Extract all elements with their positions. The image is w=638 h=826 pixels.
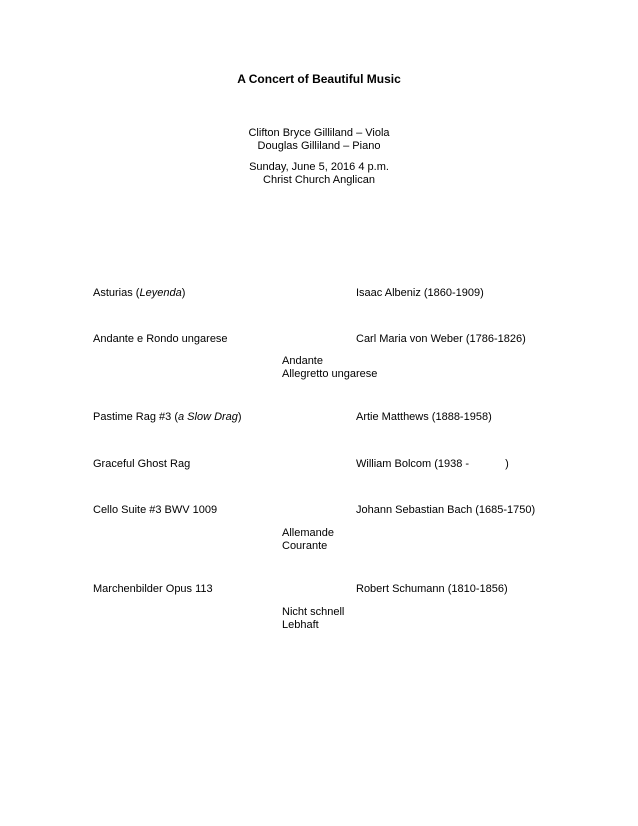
piece-title-cello-suite: Cello Suite #3 BWV 1009 xyxy=(93,504,218,516)
concert-title: A Concert of Beautiful Music xyxy=(237,72,401,86)
movement: Andante xyxy=(282,355,323,367)
composer-bolcom: William Bolcom (1938 - ) xyxy=(356,458,509,470)
composer-matthews: Artie Matthews (1888-1958) xyxy=(356,411,492,423)
piece-subtitle: a Slow Drag xyxy=(178,411,238,423)
composer-weber: Carl Maria von Weber (1786-1826) xyxy=(356,333,526,345)
composer-schumann: Robert Schumann (1810-1856) xyxy=(356,583,508,595)
movement: Lebhaft xyxy=(282,619,319,631)
movement: Courante xyxy=(282,540,328,552)
composer-albeniz: Isaac Albeniz (1860-1909) xyxy=(356,287,484,299)
piece-subtitle: Leyenda xyxy=(139,287,182,299)
movement: Allemande xyxy=(282,527,334,539)
event-date-time: Sunday, June 5, 2016 4 p.m. xyxy=(249,161,389,173)
composer-bach: Johann Sebastian Bach (1685-1750) xyxy=(356,504,536,516)
movement: Nicht schnell xyxy=(282,606,345,618)
piece-title-andante-rondo: Andante e Rondo ungarese xyxy=(93,333,228,345)
performer-viola: Clifton Bryce Gilliland – Viola xyxy=(248,127,390,139)
piece-title-graceful-ghost: Graceful Ghost Rag xyxy=(93,458,191,470)
movement: Allegretto ungarese xyxy=(282,368,378,380)
event-venue: Christ Church Anglican xyxy=(263,174,375,186)
piece-title-marchenbilder: Marchenbilder Opus 113 xyxy=(93,583,213,595)
performer-piano: Douglas Gilliland – Piano xyxy=(257,140,381,152)
piece-title-asturias: Asturias (Leyenda) xyxy=(93,287,186,299)
piece-title-pastime-rag: Pastime Rag #3 (a Slow Drag) xyxy=(93,411,242,423)
